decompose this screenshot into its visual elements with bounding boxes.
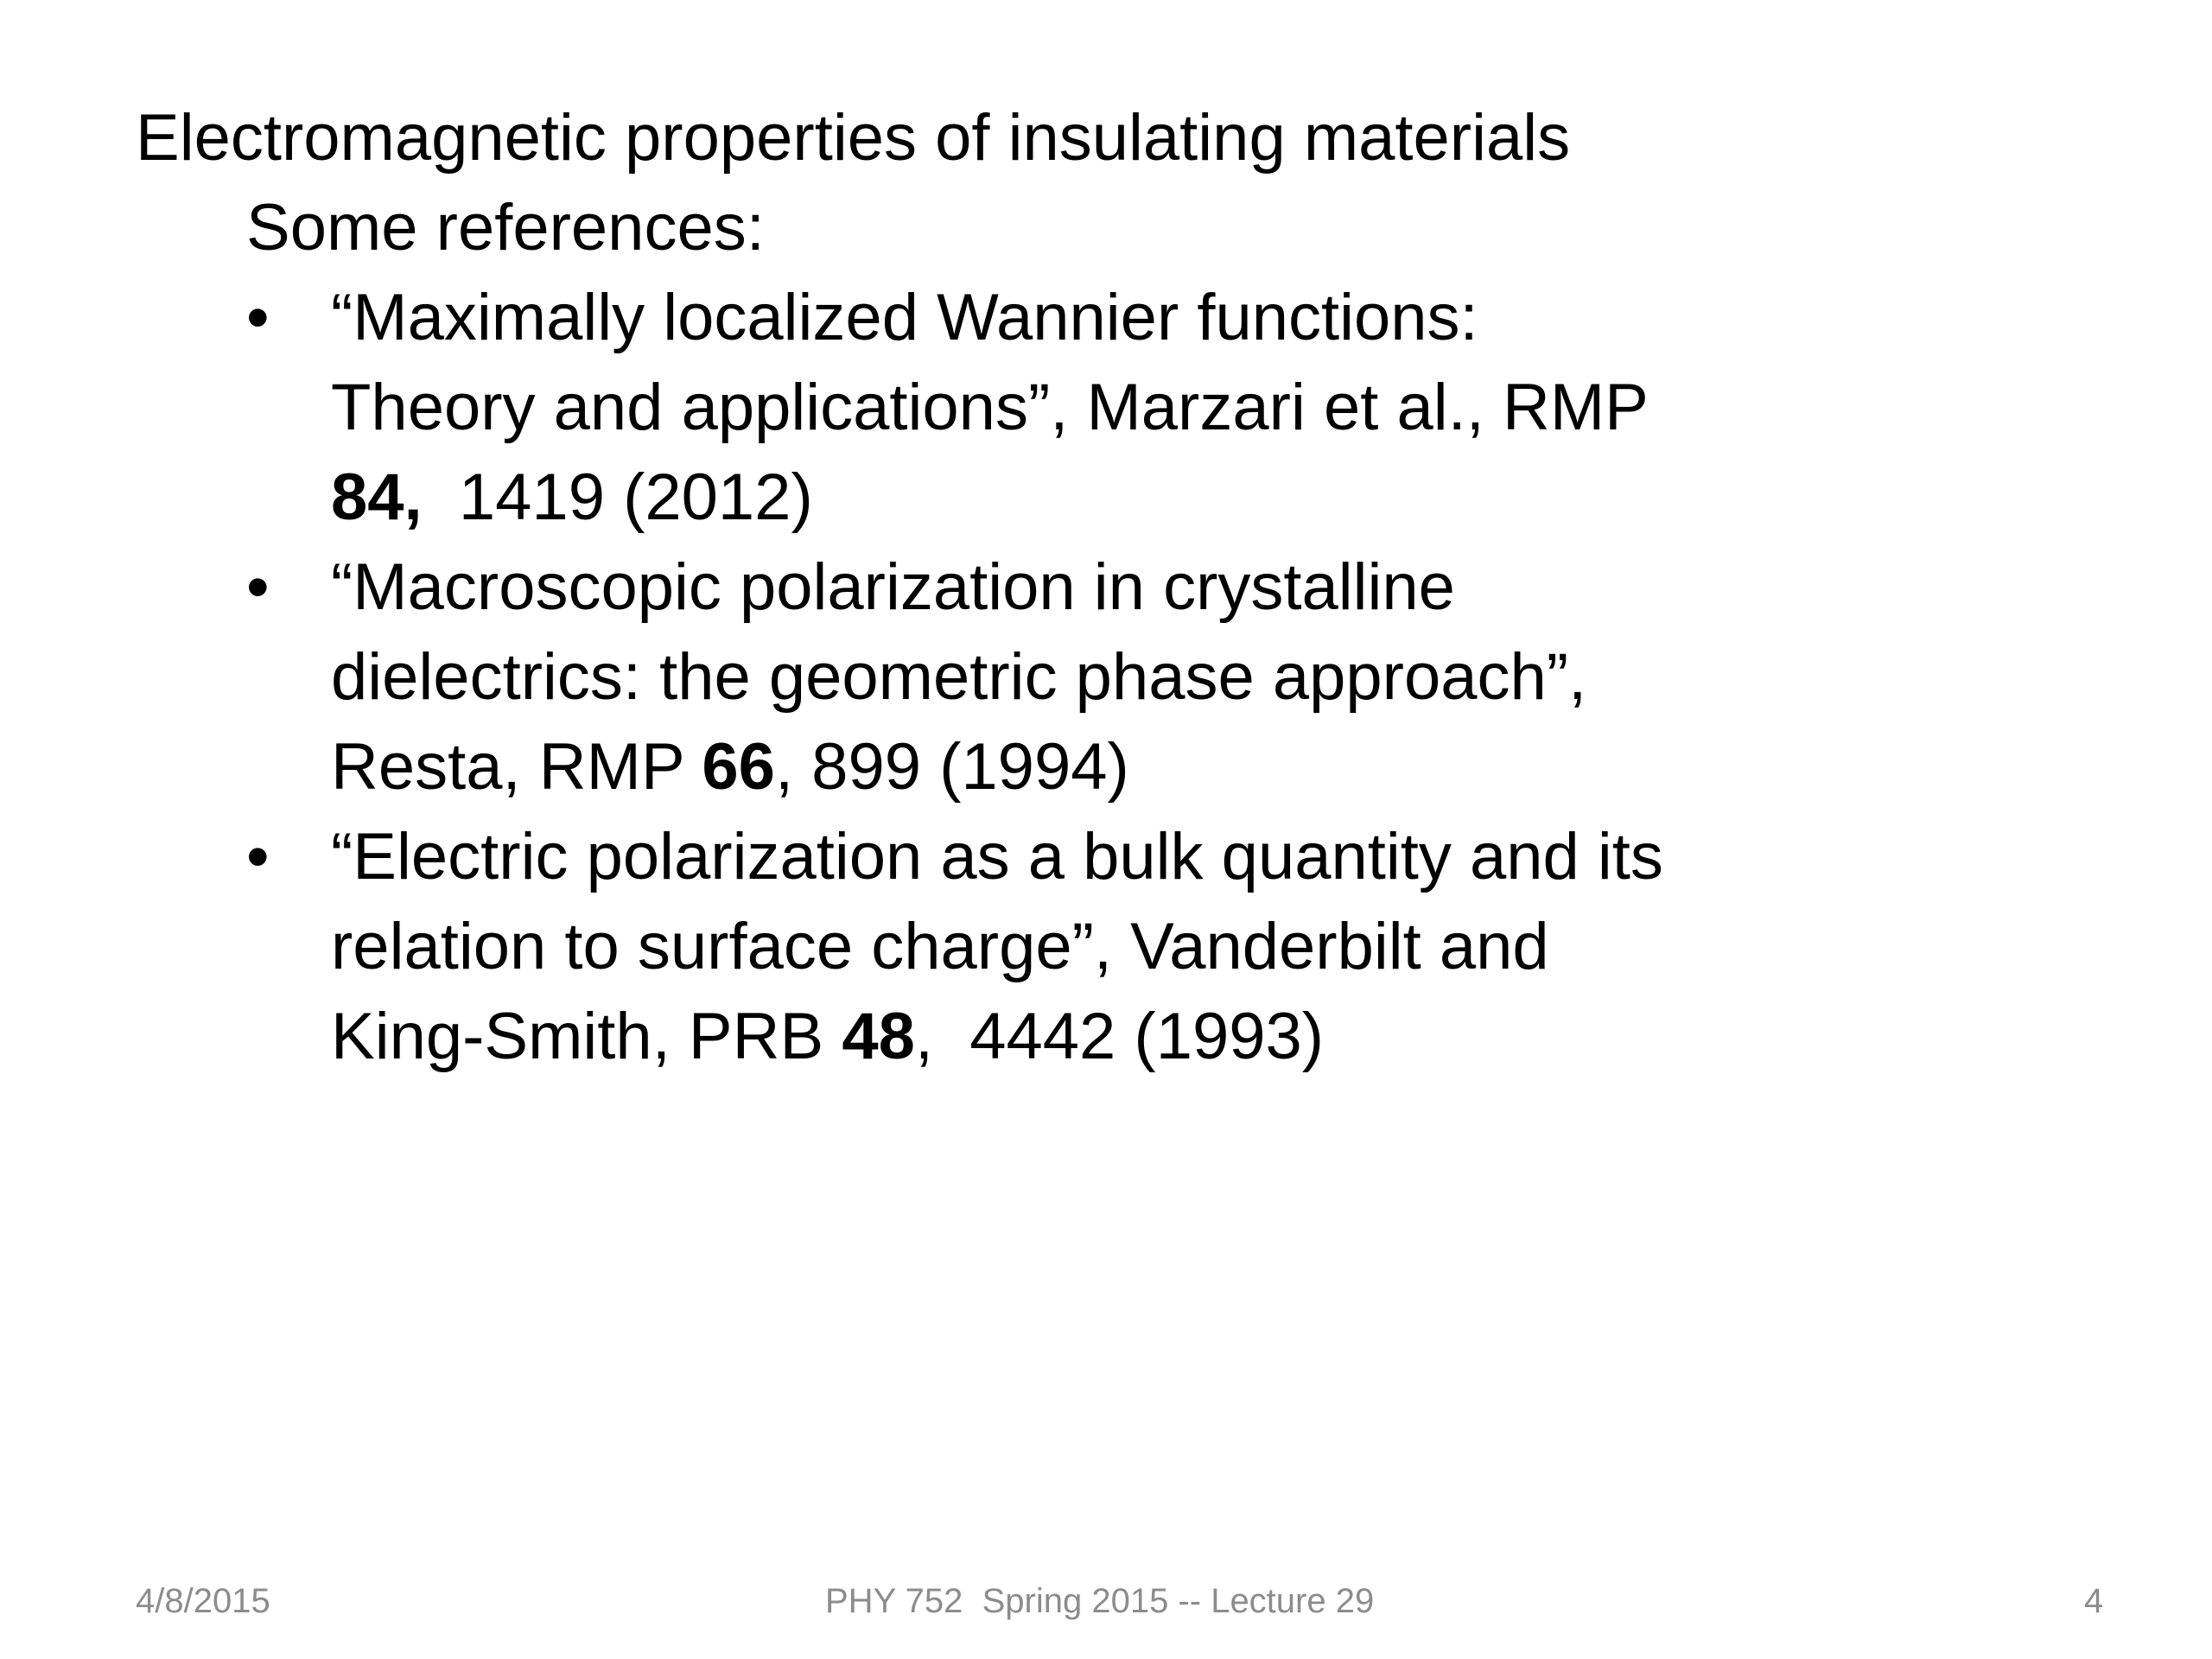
reference-volume: 84, (331, 461, 423, 534)
reference-journal: King-Smith, PRB (331, 1000, 842, 1073)
footer-page-number: 4 (2084, 1582, 2104, 1620)
reference-line: dielectrics: the geometric phase approach”, (331, 640, 1587, 714)
footer-date: 4/8/2015 (136, 1582, 270, 1620)
reference-line: “Maximally localized Wannier functions: (331, 281, 1478, 354)
reference-item (246, 543, 1974, 812)
reference-pages-year: , 899 (1994) (774, 730, 1129, 804)
bullet-icon: • (246, 281, 270, 354)
reference-citation-line (331, 453, 1974, 543)
reference-volume: 66 (702, 730, 775, 804)
reference-pages-year: 1419 (2012) (422, 461, 813, 534)
reference-line: “Electric polarization as a bulk quantity and its (331, 820, 1663, 893)
footer-course-label: PHY 752 Spring 2015 -- Lecture 29 (825, 1582, 1375, 1620)
slide-title: Electromagnetic properties of insulating materials (136, 101, 1571, 175)
reference-line: “Macroscopic polarization in crystalline (331, 550, 1455, 624)
reference-citation-line (331, 992, 1974, 1082)
reference-journal: Resta, RMP (331, 730, 702, 804)
reference-volume: 48 (842, 1000, 915, 1073)
bullet-icon: • (246, 550, 270, 624)
bullet-icon: • (246, 820, 270, 893)
reference-list (246, 273, 1974, 1082)
reference-line: relation to surface charge”, Vanderbilt and (331, 910, 1549, 983)
reference-line: Theory and applications”, Marzari et al., RMP (331, 371, 1649, 444)
reference-citation-line (331, 722, 1974, 812)
slide-subtitle: Some references: (246, 191, 765, 264)
reference-pages-year: , 4442 (1993) (914, 1000, 1325, 1073)
reference-item (246, 812, 1974, 1082)
reference-item (246, 273, 1974, 543)
